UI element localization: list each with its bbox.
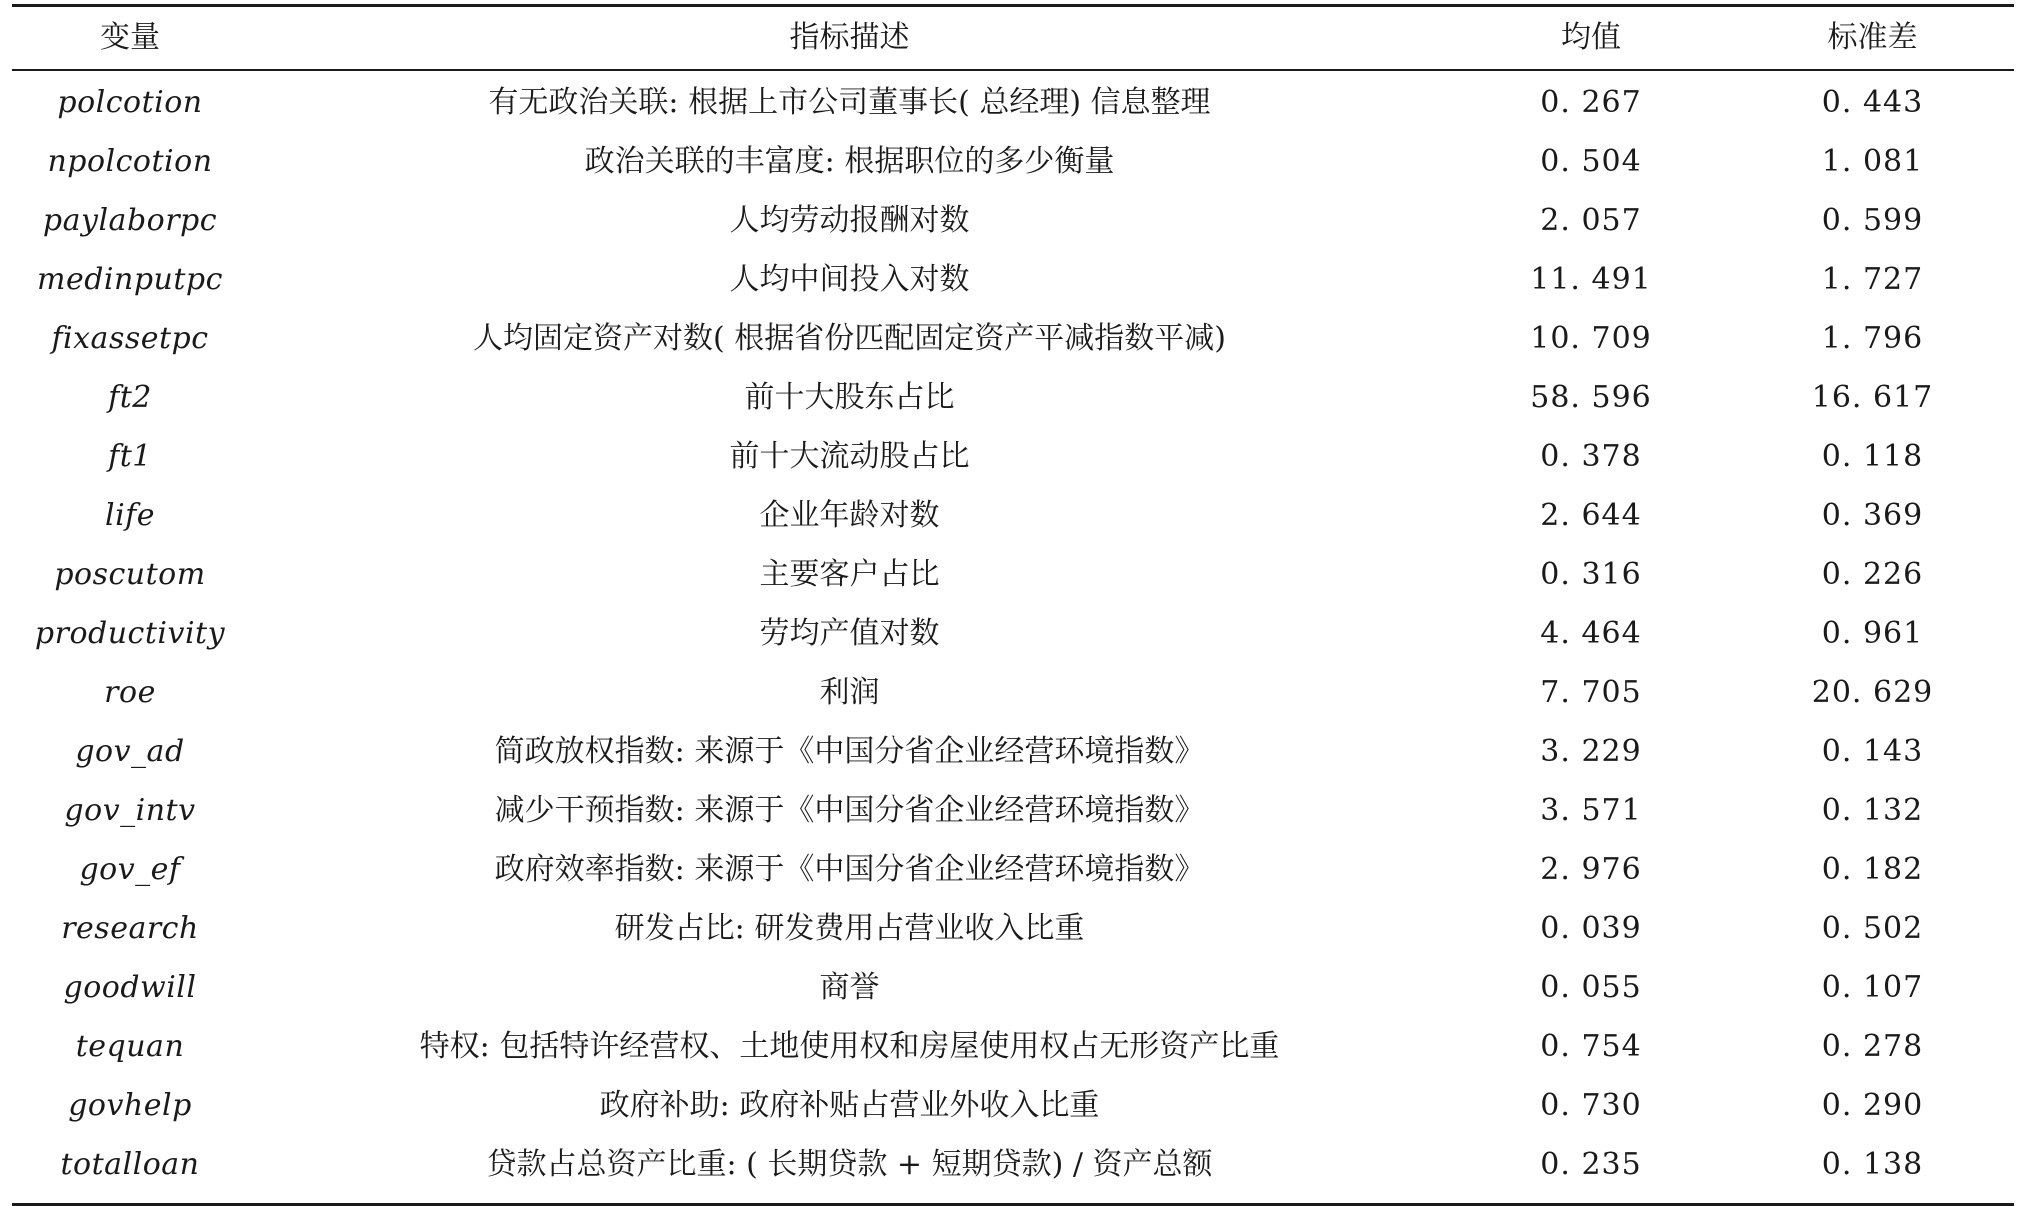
cell-sd: 0. 599 — [1821, 203, 1924, 238]
cell-description: 政府效率指数: 来源于《中国分省企业经营环境指数》 — [494, 852, 1205, 887]
cell-mean: 0. 504 — [1540, 144, 1642, 179]
cell-mean: 0. 267 — [1540, 85, 1642, 120]
cell-description: 政府补助: 政府补贴占营业外收入比重 — [599, 1088, 1100, 1123]
cell-mean: 0. 316 — [1540, 557, 1642, 592]
cell-description: 特权: 包括特许经营权、土地使用权和房屋使用权占无形资产比重 — [419, 1029, 1280, 1064]
table-body — [12, 71, 2014, 1203]
table-row — [12, 192, 2014, 251]
header-mean: 均值 — [1561, 20, 1621, 55]
table-row — [12, 74, 2014, 133]
cell-variable: paylaborpc — [42, 203, 218, 238]
cell-description: 简政放权指数: 来源于《中国分省企业经营环境指数》 — [494, 734, 1205, 769]
cell-variable: npolcotion — [47, 144, 213, 179]
cell-variable: life — [104, 498, 156, 533]
cell-description: 人均中间投入对数 — [729, 262, 970, 297]
table-row — [12, 251, 2014, 310]
cell-variable: gov_intv — [64, 793, 196, 828]
cell-mean: 0. 378 — [1540, 439, 1642, 474]
cell-description: 人均固定资产对数( 根据省份匹配固定资产平减指数平减) — [473, 321, 1226, 356]
header-variable: 变量 — [100, 20, 160, 55]
cell-sd: 16. 617 — [1811, 380, 1934, 415]
cell-sd: 20. 629 — [1811, 675, 1934, 710]
cell-description: 研发占比: 研发费用占营业收入比重 — [614, 911, 1085, 946]
cell-sd: 0. 138 — [1821, 1147, 1924, 1182]
table-row — [12, 487, 2014, 546]
cell-description: 主要客户占比 — [759, 557, 940, 592]
cell-mean: 58. 596 — [1530, 380, 1652, 415]
table-row — [12, 310, 2014, 369]
table-row — [12, 546, 2014, 605]
table-row — [12, 428, 2014, 487]
table-bottom-rule — [12, 1203, 2014, 1206]
cell-mean: 0. 235 — [1540, 1147, 1642, 1182]
cell-description: 劳均产值对数 — [759, 616, 940, 651]
cell-sd: 0. 502 — [1821, 911, 1924, 946]
cell-mean: 7. 705 — [1540, 675, 1642, 710]
cell-variable: fixassetpc — [51, 321, 209, 356]
table-row — [12, 841, 2014, 900]
cell-variable: research — [61, 911, 199, 946]
cell-variable: polcotion — [57, 85, 203, 120]
cell-sd: 0. 961 — [1821, 616, 1924, 651]
cell-description: 有无政治关联: 根据上市公司董事长( 总经理) 信息整理 — [488, 85, 1211, 120]
cell-description: 企业年龄对数 — [759, 498, 940, 533]
cell-variable: medinputpc — [37, 262, 223, 297]
cell-description: 利润 — [819, 675, 880, 710]
cell-variable: govhelp — [68, 1088, 192, 1123]
cell-description: 前十大流动股占比 — [729, 439, 970, 474]
cell-variable: tequan — [75, 1029, 185, 1064]
cell-variable: ft1 — [108, 439, 152, 474]
cell-variable: goodwill — [63, 970, 197, 1005]
cell-sd: 1. 727 — [1821, 262, 1924, 297]
table-row — [12, 723, 2014, 782]
cell-mean: 4. 464 — [1540, 616, 1642, 651]
cell-sd: 1. 796 — [1821, 321, 1924, 356]
cell-mean: 0. 039 — [1540, 911, 1642, 946]
cell-sd: 0. 132 — [1821, 793, 1924, 828]
table-row — [12, 782, 2014, 841]
cell-sd: 0. 443 — [1821, 85, 1924, 120]
table-row — [12, 900, 2014, 959]
header-sd: 标准差 — [1827, 20, 1918, 55]
variable-table — [12, 0, 2014, 1206]
cell-description: 商誉 — [819, 970, 880, 1005]
cell-mean: 3. 229 — [1540, 734, 1642, 769]
cell-mean: 11. 491 — [1530, 262, 1652, 297]
cell-mean: 2. 976 — [1540, 852, 1642, 887]
cell-mean: 3. 571 — [1540, 793, 1642, 828]
cell-mean: 0. 754 — [1540, 1029, 1642, 1064]
table-row — [12, 1136, 2014, 1195]
cell-sd: 0. 369 — [1821, 498, 1924, 533]
cell-sd: 0. 143 — [1821, 734, 1924, 769]
cell-mean: 2. 057 — [1540, 203, 1642, 238]
cell-description: 贷款占总资产比重: ( 长期贷款 + 短期贷款) / 资产总额 — [486, 1147, 1213, 1182]
cell-sd: 0. 226 — [1821, 557, 1924, 592]
table-row — [12, 605, 2014, 664]
cell-variable: productivity — [34, 616, 226, 651]
cell-mean: 0. 055 — [1540, 970, 1642, 1005]
cell-variable: gov_ad — [75, 734, 185, 769]
cell-sd: 0. 118 — [1821, 439, 1924, 474]
cell-description: 政治关联的丰富度: 根据职位的多少衡量 — [584, 144, 1115, 179]
table-row — [12, 664, 2014, 723]
cell-variable: gov_ef — [79, 852, 181, 887]
cell-mean: 10. 709 — [1530, 321, 1652, 356]
cell-variable: totalloan — [60, 1147, 200, 1182]
cell-sd: 0. 290 — [1821, 1088, 1924, 1123]
table-header-row — [12, 7, 2014, 69]
table-row — [12, 1018, 2014, 1077]
header-description: 指标描述 — [789, 20, 910, 55]
cell-sd: 0. 107 — [1821, 970, 1924, 1005]
table-row — [12, 959, 2014, 1018]
cell-sd: 1. 081 — [1821, 144, 1924, 179]
cell-variable: ft2 — [108, 380, 152, 415]
cell-description: 人均劳动报酬对数 — [729, 203, 970, 238]
cell-description: 前十大股东占比 — [744, 380, 955, 415]
cell-description: 减少干预指数: 来源于《中国分省企业经营环境指数》 — [494, 793, 1205, 828]
cell-mean: 2. 644 — [1540, 498, 1642, 533]
cell-variable: poscutom — [54, 557, 206, 592]
table-row — [12, 369, 2014, 428]
cell-mean: 0. 730 — [1540, 1088, 1642, 1123]
cell-sd: 0. 278 — [1821, 1029, 1924, 1064]
table-row — [12, 1077, 2014, 1136]
cell-variable: roe — [104, 675, 156, 710]
cell-sd: 0. 182 — [1821, 852, 1924, 887]
table-row — [12, 133, 2014, 192]
